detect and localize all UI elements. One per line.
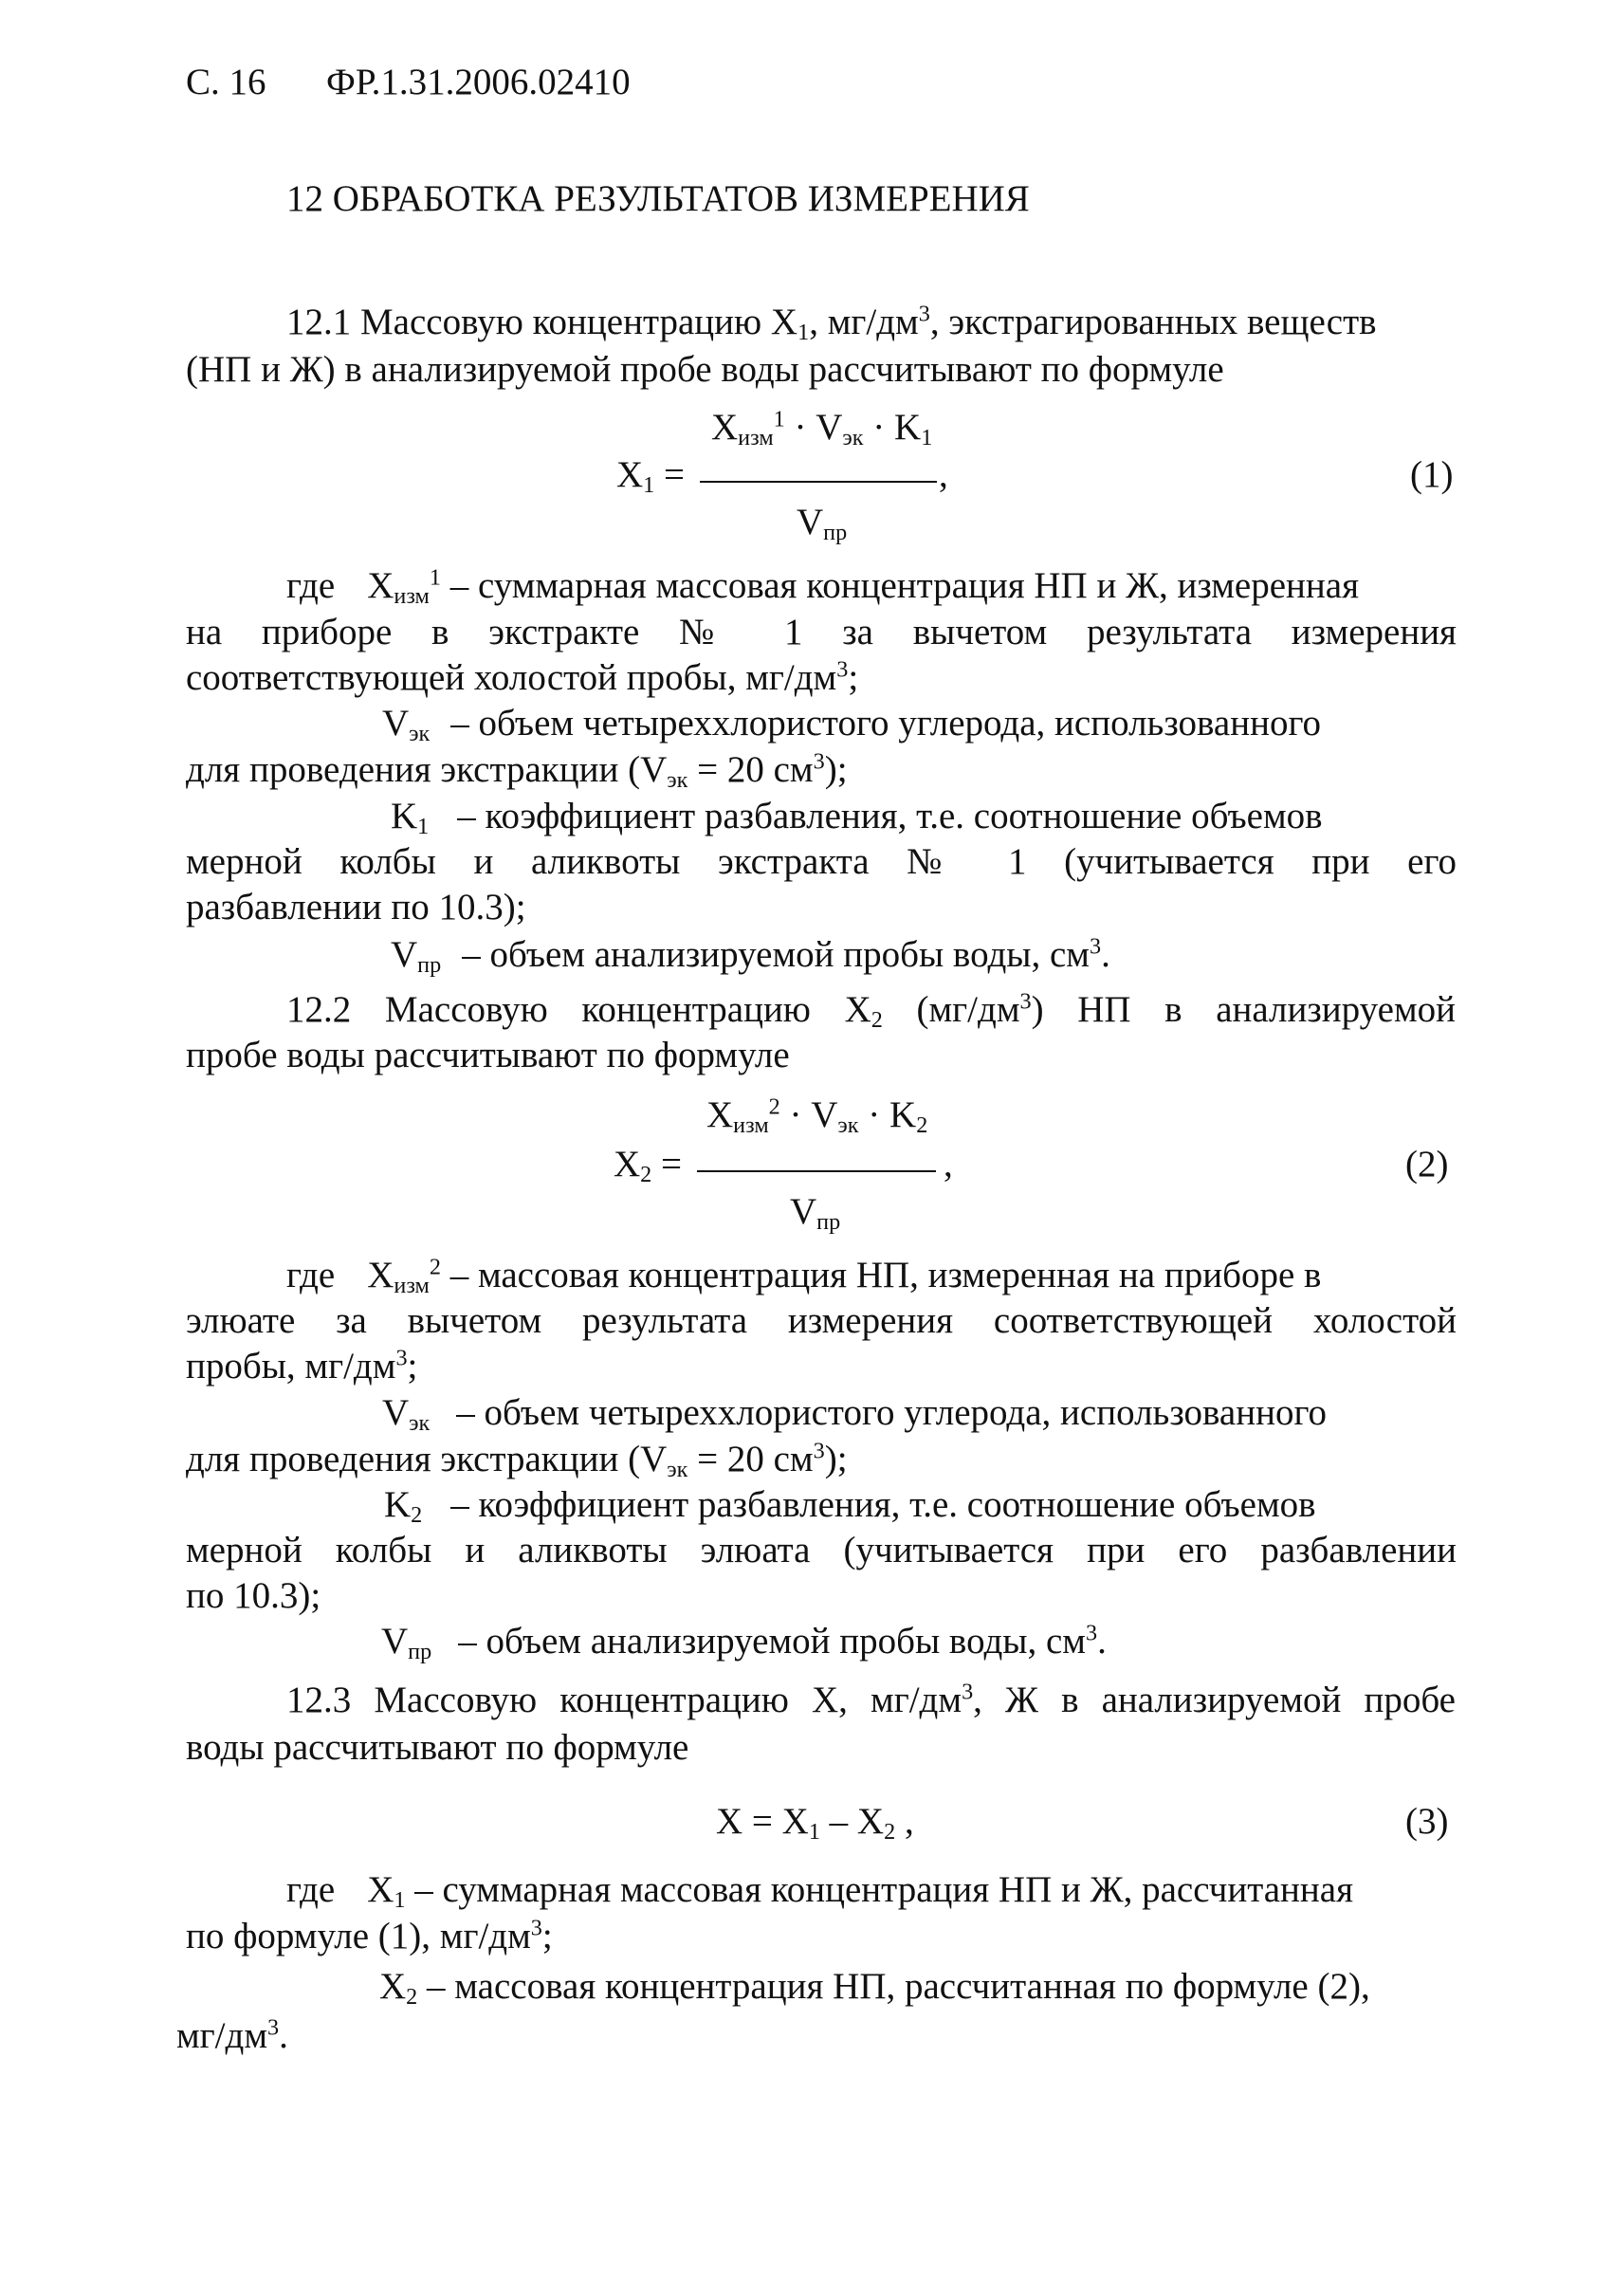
paragraph-12-3-line-2: воды рассчитывают по формуле xyxy=(186,1727,689,1768)
formula-1-number: (1) xyxy=(1410,454,1454,495)
where-2-vp-def: $V_{пр}$ – объем анализируемой пробы воды, $см^3$. xyxy=(381,1620,1107,1665)
formula-2-numerator: $X_{изм}^2 \cdot V_{эк} \cdot K_2$ xyxy=(706,1093,928,1139)
where-2-k-def-line-1: $K_2$ – коэффициент разбавления, т.е. соотношение объемов xyxy=(384,1484,1316,1529)
formula-3-number: (3) xyxy=(1405,1801,1449,1842)
formula-1-denominator: $V_{пр}$ xyxy=(797,502,848,546)
where-1-x-def-line-2: на приборе в экстракте № 1 за вычетом результата измерения xyxy=(186,612,1457,652)
where-1-k-def-line-3: разбавлении по 10.3); xyxy=(186,887,526,928)
formula-1-lhs: $X_1$ = xyxy=(616,454,686,499)
where-2-k-def-line-2: мерной колбы и аликвоты элюата (учитывается при его разбавлении xyxy=(186,1530,1457,1570)
where-3-x2-def-line-2: $мг/дм^3$. xyxy=(176,2014,288,2056)
formula-2-denominator: $V_{пр}$ xyxy=(790,1191,841,1236)
document-code: ФР.1.31.2006.02410 xyxy=(326,62,631,102)
page-number: С. 16 xyxy=(186,62,266,102)
formula-3-expression: $X = X_1 - X_2$ , xyxy=(716,1801,914,1846)
where-2-x-def-line-2: элюате за вычетом результата измерения соответствующей холостой xyxy=(186,1300,1457,1341)
where-1-v-def-line-2: для проведения экстракции ($V_{эк} = 20$ $см^3$); xyxy=(186,748,848,794)
paragraph-12-1-line-1: 12.1 Массовую концентрацию $X_1$, $мг/дм^3$, экстрагированных веществ xyxy=(286,301,1377,346)
where-1-x-def-line-3: соответствующей холостой пробы, $мг/дм^3$; xyxy=(186,656,859,698)
where-1-k-def-line-1: $K_1$ – коэффициент разбавления, т.е. соотношение объемов xyxy=(391,796,1323,840)
paragraph-12-2-line-1: 12.2 Массовую концентрацию $X_2$ $(мг/дм^3)$ НП в анализируемой xyxy=(286,988,1456,1034)
where-2-x-def-line-3: пробы, $мг/дм^3$; xyxy=(186,1345,418,1387)
where-1-vp-def: $V_{пр}$ – объем анализируемой пробы воды, $см^3$. xyxy=(391,933,1110,979)
formula-1-numerator: $X_{изм}^1 \cdot V_{эк} \cdot K_1$ xyxy=(711,406,933,451)
where-3-x2-def-line-1: $X_2$ – массовая концентрация НП, рассчитанная по формуле (2), xyxy=(379,1966,1370,2011)
where-3-x1-def-line-2: по формуле (1), $мг/дм^3$; xyxy=(186,1915,553,1956)
formula-2-comma: , xyxy=(944,1144,953,1185)
paragraph-12-2-line-2: пробе воды рассчитывают по формуле xyxy=(186,1035,790,1075)
where-1-k-def-line-2: мерной колбы и аликвоты экстракта № 1 (учитывается при его xyxy=(186,841,1457,882)
where-2-x-def-line-1: где $X_{изм}^2$ – массовая концентрация НП, измеренная на приборе в xyxy=(286,1254,1322,1299)
formula-2-number: (2) xyxy=(1405,1144,1449,1185)
page-header xyxy=(186,59,631,106)
paragraph-12-1-line-2: (НП и Ж) в анализируемой пробе воды рассчитывают по формуле xyxy=(186,349,1224,390)
where-3-x1-def-line-1: где $X_1$ – суммарная массовая концентрация НП и Ж, рассчитанная xyxy=(286,1869,1354,1914)
formula-1-fraction-bar xyxy=(700,481,937,483)
where-2-k-def-line-3: по 10.3); xyxy=(186,1575,321,1616)
formula-2-fraction-bar xyxy=(697,1170,936,1172)
formula-2-lhs: $X_2$ = xyxy=(614,1144,683,1188)
where-2-v-def-line-1: $V_{эк}$ – объем четыреххлористого углерода, использованного xyxy=(382,1392,1327,1437)
where-1-x-def-line-1: где $X_{изм}^1$ – суммарная массовая концентрация НП и Ж, измеренная xyxy=(286,564,1360,610)
section-title: 12 ОБРАБОТКА РЕЗУЛЬТАТОВ ИЗМЕРЕНИЯ xyxy=(286,178,1030,219)
formula-1-comma: , xyxy=(939,454,948,495)
paragraph-12-3-line-1: 12.3 Массовую концентрацию X, $мг/дм^3$, Ж в анализируемой пробе xyxy=(286,1679,1456,1720)
where-2-v-def-line-2: для проведения экстракции ($V_{эк} = 20$ $см^3$); xyxy=(186,1438,848,1483)
where-1-v-def-line-1: $V_{эк}$ – объем четыреххлористого углерода, использованного xyxy=(382,703,1321,747)
